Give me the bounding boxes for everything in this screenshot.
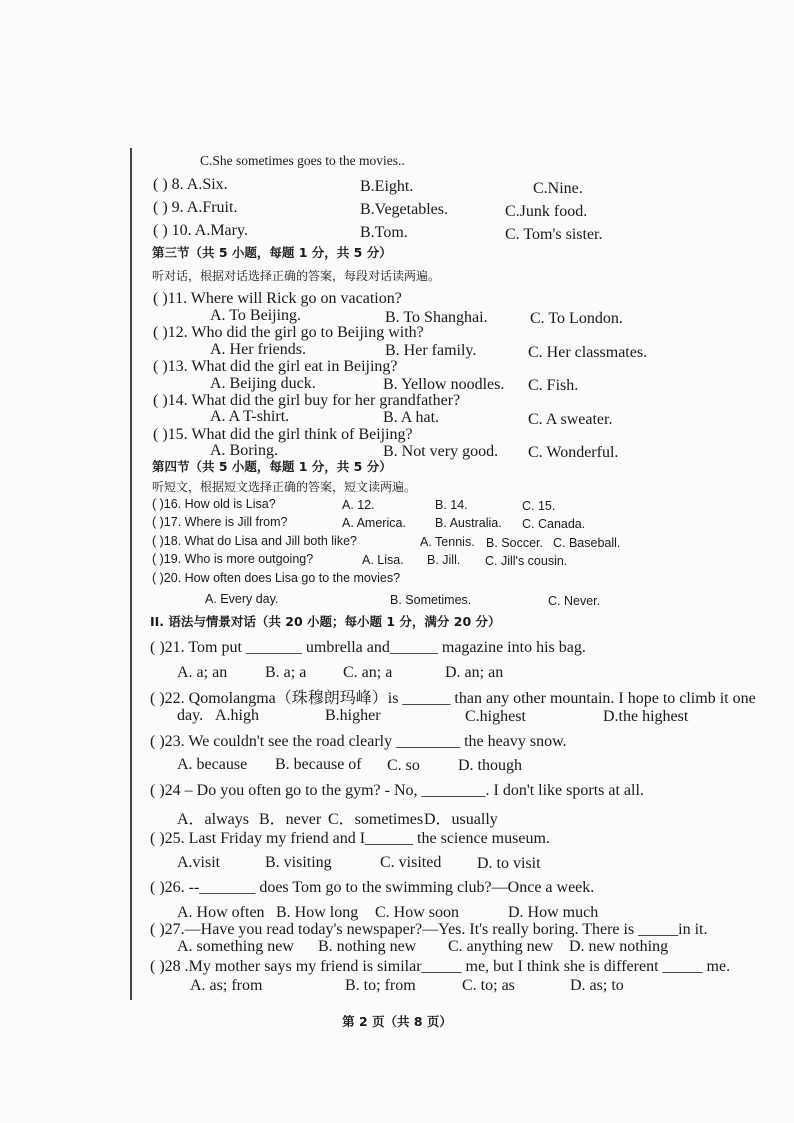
option-b: B.Tom.	[360, 224, 408, 241]
option-b: B. nothing new	[318, 938, 417, 955]
option-c: C. Jill's cousin.	[485, 554, 568, 568]
option-b: B．never	[259, 811, 322, 828]
option-a: A. 12.	[342, 498, 375, 512]
question-stem: ( )26. --_______ does Tom go to the swimming club?—Once a week.	[150, 879, 595, 896]
question-stem: ( )20. How often does Lisa go to the movies?	[152, 571, 401, 585]
question-stem: ( )25. Last Friday my friend and I______ the science museum.	[150, 830, 550, 847]
option-b: B.Vegetables.	[360, 201, 448, 218]
question-stem: ( )14. What did the girl buy for her grandfather?	[153, 392, 461, 409]
page-footer: 第 2 页（共 8 页）	[342, 1014, 452, 1029]
option-b: B.higher	[325, 707, 381, 724]
option-b: B. How long	[276, 904, 359, 921]
question-stem: ( )21. Tom put _______ umbrella and______ magazine into his bag.	[150, 639, 586, 656]
option-a: A. Boring.	[210, 442, 278, 459]
option-c: C. A sweater.	[528, 411, 613, 428]
option-c: C.Junk food.	[505, 203, 588, 220]
option-b: B. Yellow noodles.	[383, 376, 505, 393]
left-margin-line	[130, 148, 132, 1000]
option-c: C. 15.	[522, 499, 556, 513]
option-b: B. Her family.	[385, 342, 477, 359]
option-d: D.the highest	[603, 708, 689, 725]
option-d: D. though	[458, 757, 522, 774]
question-stem: ( )18. What do Lisa and Jill both like?	[152, 534, 357, 548]
question-stem: ( ) 9. A.Fruit.	[153, 199, 238, 216]
option-c: C. Never.	[548, 594, 601, 608]
option-c: C. How soon	[375, 904, 460, 921]
option-c: C. Baseball.	[553, 536, 621, 550]
question-stem: ( )24 – Do you often go to the gym? - No, ________. I don't like sports at all.	[150, 782, 644, 799]
option-b: B.Eight.	[360, 178, 414, 195]
question-stem: ( )28 .My mother says my friend is similar_____ me, but I think she is different _____ me.	[150, 958, 731, 975]
option-c: C. Fish.	[528, 377, 579, 394]
section-3-title: 第三节（共 5 小题，每题 1 分，共 5 分）	[152, 245, 392, 260]
option-b: B. Jill.	[427, 553, 461, 567]
question-stem: ( )27.—Have you read today's newspaper?—Yes. It's really boring. There is _____in it.	[150, 921, 708, 938]
question-stem: ( ) 10. A.Mary.	[153, 222, 248, 239]
question-stem: ( )12. Who did the girl go to Beijing with?	[153, 324, 424, 341]
section-4-title: 第四节（共 5 小题，每题 1 分，共 5 分）	[152, 459, 392, 474]
option-a: A. something new	[177, 938, 294, 955]
question-continuation: day.	[177, 707, 204, 724]
option-b: B. Sometimes.	[390, 593, 472, 607]
question-stem: ( )22. Qomolangma（珠穆朗玛峰）is ______ than any other mountain. I hope to climb it one	[150, 690, 756, 707]
option-d: D. as; to	[570, 977, 624, 994]
option-a: A. because	[177, 756, 248, 773]
option-c: C. To London.	[530, 310, 623, 327]
option-c: C. to; as	[462, 977, 515, 994]
option-c: C.Nine.	[533, 180, 583, 197]
option-a: A. America.	[342, 516, 406, 530]
question-stem: ( )16. How old is Lisa?	[152, 497, 276, 511]
option-c: C. Wonderful.	[528, 444, 619, 461]
option-a: A. How often	[177, 904, 265, 921]
option-d: D. new nothing	[569, 938, 669, 955]
question-stem: ( )11. Where will Rick go on vacation?	[153, 290, 402, 307]
option-d: D. How much	[508, 904, 599, 921]
option-c: C. Canada.	[522, 517, 586, 531]
option-c: C. so	[387, 757, 420, 774]
option-a: A.high	[215, 707, 259, 724]
option-d: D．usually	[424, 811, 498, 828]
option-b: B. to; from	[345, 977, 416, 994]
part-2-title: II. 语法与情景对话（共 20 小题；每小题 1 分，满分 20 分）	[150, 614, 501, 629]
option-a: A. Every day.	[205, 592, 279, 606]
option-line-c-q7: C.She sometimes goes to the movies..	[200, 153, 405, 168]
question-stem: ( )13. What did the girl eat in Beijing?	[153, 358, 398, 375]
option-a: A. Her friends.	[210, 341, 306, 358]
option-b: B. Australia.	[435, 516, 502, 530]
option-c: C．sometimes	[328, 811, 424, 828]
option-a: A. Lisa.	[362, 553, 404, 567]
option-d: D. to visit	[477, 855, 541, 872]
option-a: A. To Beijing.	[210, 307, 302, 324]
option-b: B. Soccer.	[486, 536, 543, 550]
option-a: A. Beijing duck.	[210, 375, 316, 392]
option-d: D. an; an	[445, 664, 504, 681]
question-stem: ( )17. Where is Jill from?	[152, 515, 288, 529]
option-a: A.visit	[177, 854, 221, 871]
option-b: B. A hat.	[383, 409, 440, 426]
option-b: B. 14.	[435, 498, 468, 512]
option-a: A. a; an	[177, 664, 228, 681]
question-stem: ( )19. Who is more outgoing?	[152, 552, 314, 566]
option-c: C. visited	[380, 854, 442, 871]
question-stem: ( ) 8. A.Six.	[153, 176, 228, 193]
section-4-instruction: 听短文，根据短文选择正确的答案，短文读两遍。	[152, 480, 417, 494]
option-c: C. anything new	[448, 938, 554, 955]
option-b: B. To Shanghai.	[385, 309, 488, 326]
section-3-instruction: 听对话，根据对话选择正确的答案，每段对话读两遍。	[152, 269, 441, 283]
option-c: C. Her classmates.	[528, 344, 648, 361]
option-b: B. a; a	[265, 664, 307, 681]
option-a: A. Tennis.	[420, 535, 475, 549]
question-stem: ( )15. What did the girl think of Beijing?	[153, 426, 413, 443]
option-c: C. Tom's sister.	[505, 226, 603, 243]
option-a: A．always	[177, 811, 249, 828]
question-stem: ( )23. We couldn't see the road clearly ________ the heavy snow.	[150, 733, 567, 750]
option-b: B. because of	[275, 756, 362, 773]
option-b: B. Not very good.	[383, 443, 499, 460]
option-c: C.highest	[465, 708, 526, 725]
option-b: B. visiting	[265, 854, 332, 871]
option-c: C. an; a	[343, 664, 393, 681]
option-a: A. as; from	[190, 977, 263, 994]
option-a: A. A T-shirt.	[210, 408, 290, 425]
